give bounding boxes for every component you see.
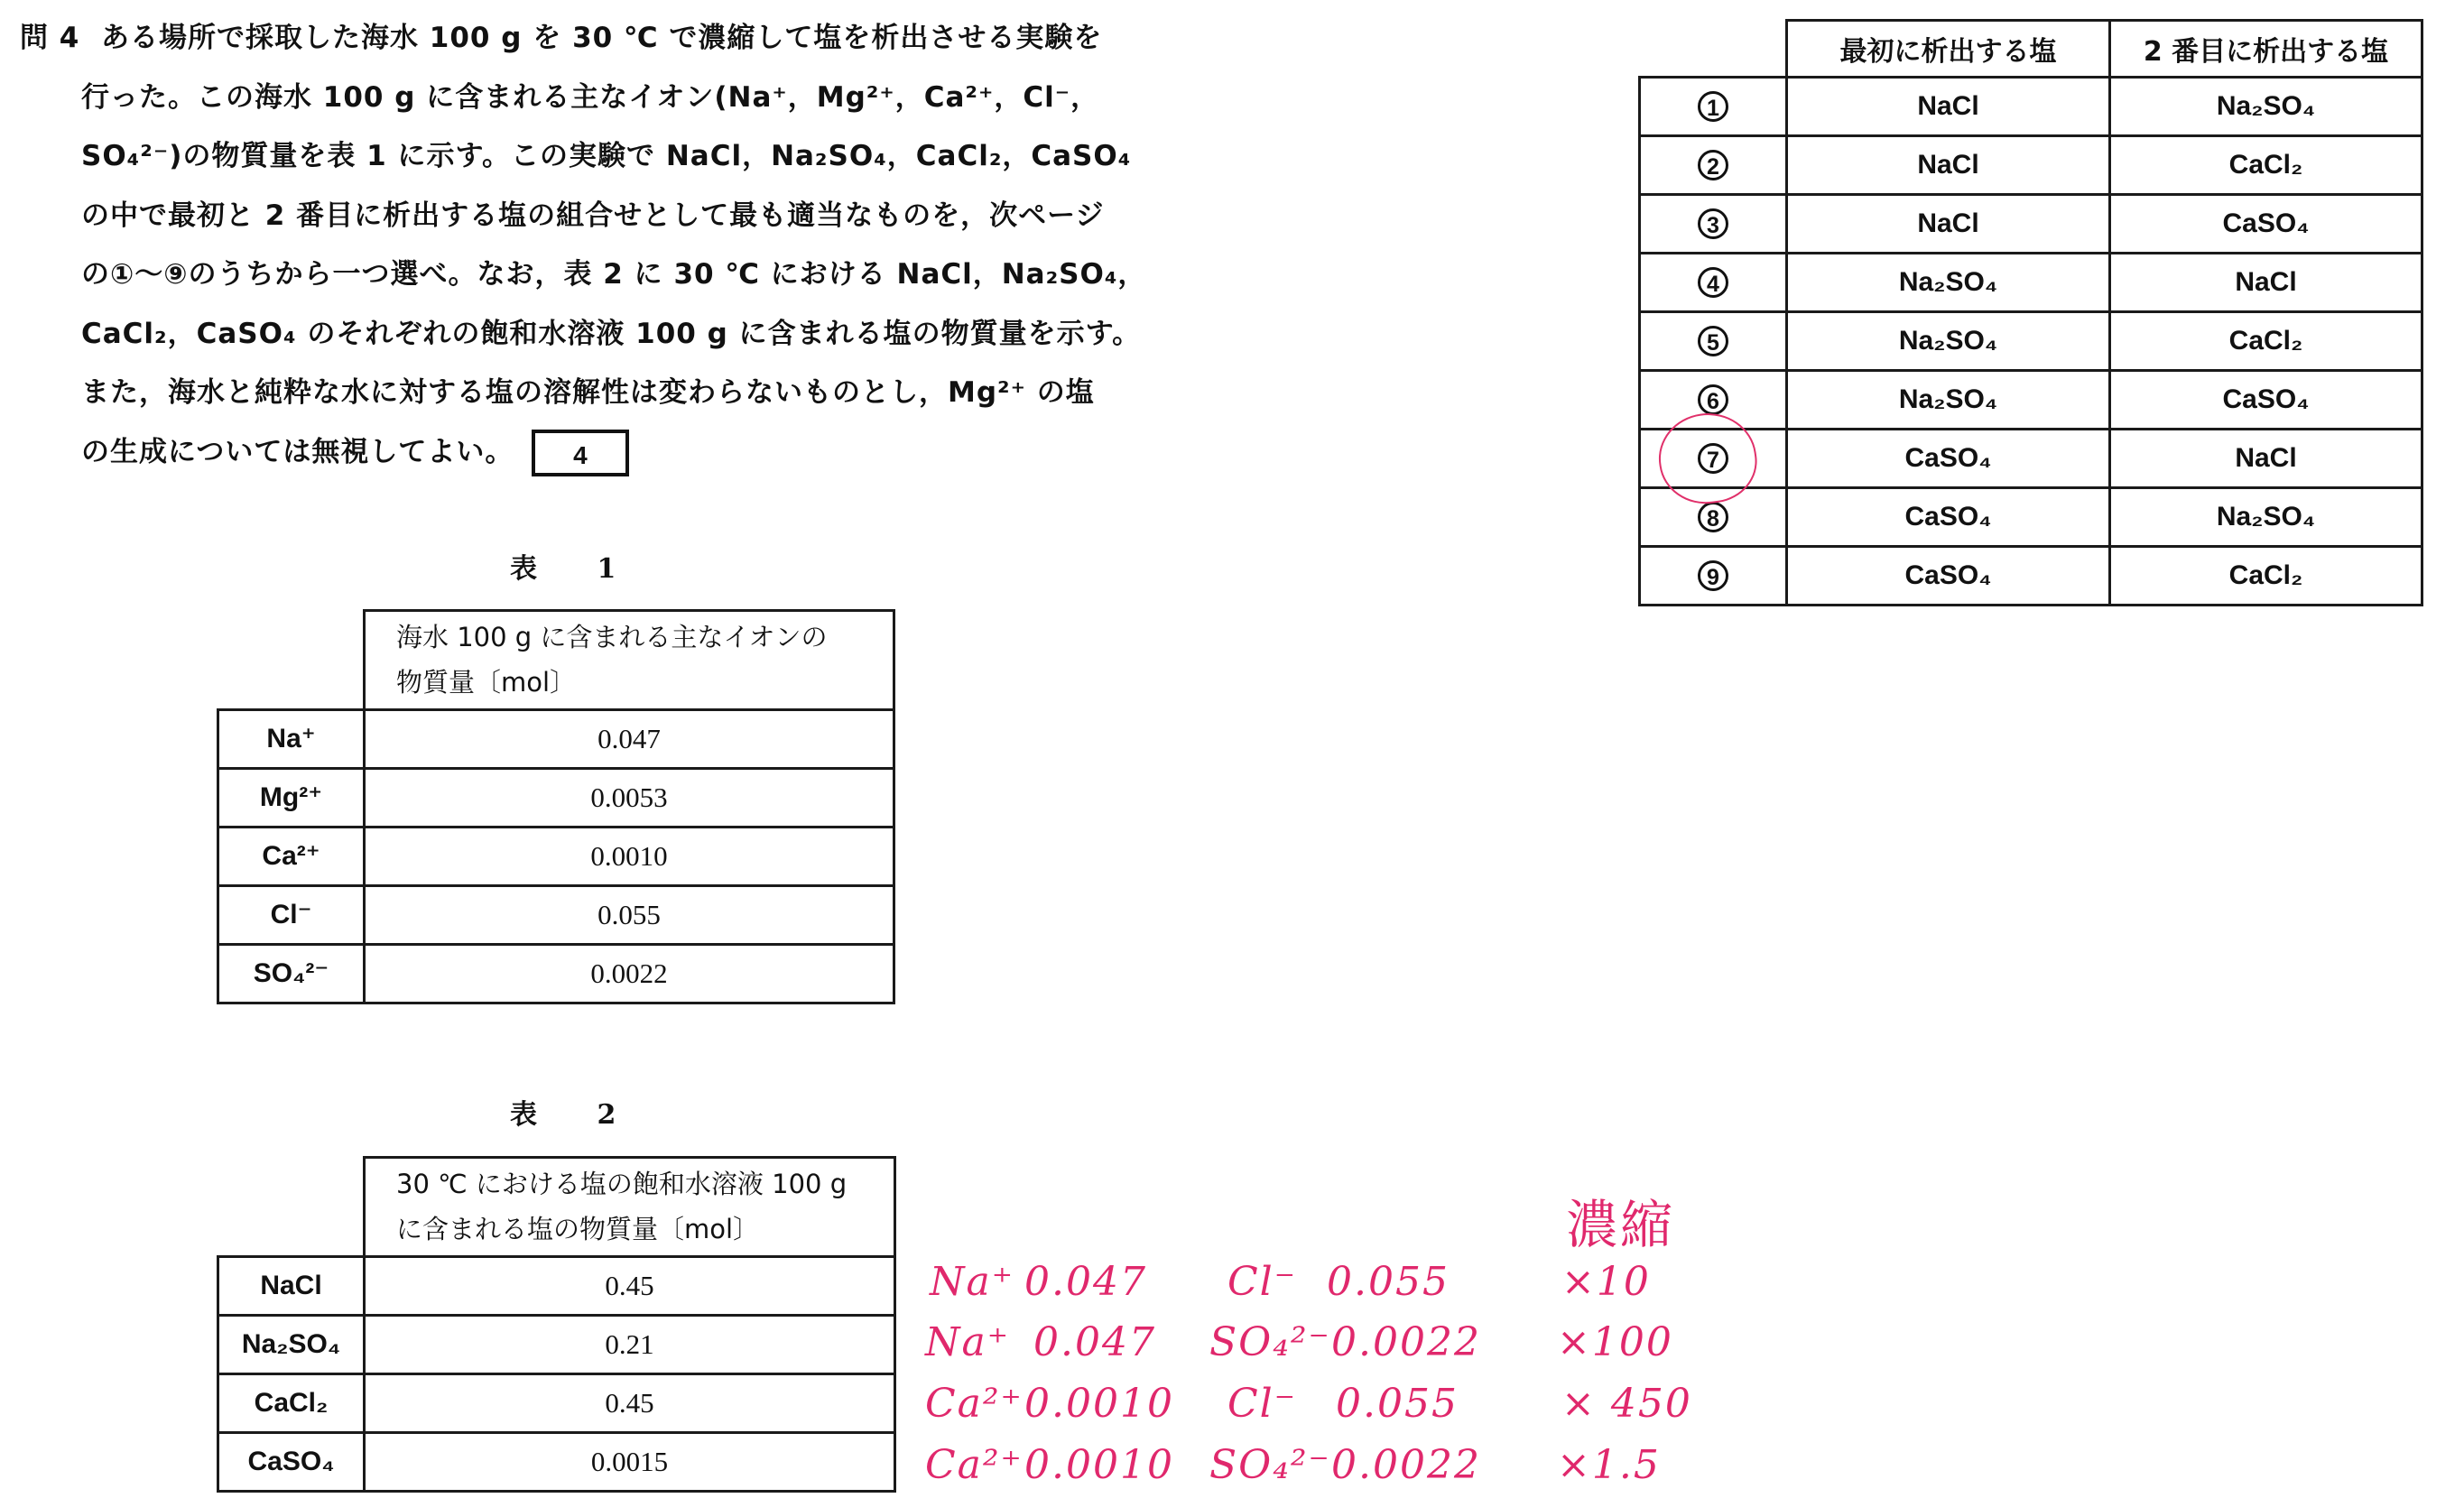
question-label: 問 4: [20, 22, 80, 54]
handwritten-heading: 濃縮: [1566, 1194, 1675, 1255]
note-anion-amount: 0.0022: [1331, 1442, 1481, 1488]
question-line-2: 行った。この海水 100 g に含まれる主なイオン(Na⁺，Mg²⁺，Ca²⁺，Cl⁻，: [81, 80, 1100, 114]
note-factor: ×100: [1557, 1319, 1673, 1365]
table-row: Cl⁻ 0.055: [218, 885, 894, 944]
table1-header: 海水 100 g に含まれる主なイオンの 物質量〔mol〕: [365, 611, 894, 710]
question-line-4: の中で最初と 2 番目に析出する塩の組合せとして最も適当なものを，次ページ: [81, 199, 1105, 232]
table-row: CaSO₄ 0.0015: [218, 1432, 895, 1491]
table2-header-row: [218, 1158, 895, 1257]
header-second-salt: 2 番目に析出する塩: [2110, 21, 2422, 78]
question-line-1: 問 4 ある場所で採取した海水 100 g を 30 ℃ で濃縮して塩を析出させる実験を: [20, 9, 1139, 69]
note-anion: SO₄²⁻: [1209, 1319, 1331, 1365]
choice-number[interactable]: 7: [1698, 443, 1728, 474]
choice-number[interactable]: 8: [1698, 502, 1728, 532]
choice-row[interactable]: 5 Na₂SO₄ CaCl₂: [1640, 312, 2422, 371]
question-line-8: の生成については無視してよい。 4: [20, 423, 1139, 483]
question-text: [20, 9, 1147, 482]
note-cation-amount: 0.047: [1024, 1259, 1147, 1305]
question-line-6: CaCl₂，CaSO₄ のそれぞれの飽和水溶液 100 g に含まれる塩の物質量を示す。: [81, 317, 1142, 350]
table-row: CaCl₂ 0.45: [218, 1373, 895, 1432]
choice-number[interactable]: 5: [1698, 326, 1728, 356]
table1-header-row: [218, 611, 894, 710]
note-cation-amount: 0.0010: [1024, 1442, 1174, 1488]
choice-number[interactable]: 1: [1698, 91, 1728, 122]
note-anion-amount: 0.0022: [1331, 1319, 1481, 1365]
question-line-3: SO₄²⁻)の物質量を表 1 に示す。この実験で NaCl，Na₂SO₄，CaCl₂，CaSO₄: [81, 140, 1132, 172]
table-row: Na⁺ 0.047: [218, 709, 894, 768]
table-row: Ca²⁺ 0.0010: [218, 827, 894, 885]
note-cation-amount: 0.047: [1033, 1319, 1156, 1365]
note-cation: Ca²⁺: [925, 1381, 1024, 1427]
choice-number[interactable]: 6: [1698, 384, 1728, 415]
choice-row[interactable]: 3 NaCl CaSO₄: [1640, 195, 2422, 254]
note-cation: Na⁺: [925, 1319, 1010, 1365]
note-factor: ×1.5: [1557, 1442, 1661, 1488]
note-cation: Ca²⁺: [925, 1442, 1024, 1488]
choice-row[interactable]: 2 NaCl CaCl₂: [1640, 136, 2422, 195]
note-anion: Cl⁻: [1227, 1259, 1297, 1305]
header-first-salt: 最初に析出する塩: [1787, 21, 2110, 78]
answer-box[interactable]: 4: [532, 430, 629, 476]
question-line-7: また，海水と純粋な水に対する塩の溶解性は変わらないものとし，Mg²⁺ の塩: [81, 376, 1095, 409]
choice-number[interactable]: 2: [1698, 150, 1728, 180]
choice-number[interactable]: 4: [1698, 267, 1728, 298]
choice-row-selected[interactable]: 7 CaSO₄ NaCl: [1640, 430, 2422, 488]
choices-table: [1638, 19, 2423, 606]
choice-row[interactable]: 6 Na₂SO₄ CaSO₄: [1640, 371, 2422, 430]
choices-header-row: [1640, 21, 2422, 78]
note-factor: ×10: [1561, 1259, 1651, 1305]
choice-number[interactable]: 9: [1698, 560, 1728, 591]
table2-saturated-amounts: [217, 1156, 896, 1493]
table2-header: 30 ℃ における塩の飽和水溶液 100 g に含まれる塩の物質量〔mol〕: [365, 1158, 895, 1257]
table-row: Mg²⁺ 0.0053: [218, 768, 894, 827]
table-row: Na₂SO₄ 0.21: [218, 1315, 895, 1373]
table1-caption: 表 1: [510, 553, 642, 585]
choice-number[interactable]: 3: [1698, 208, 1728, 239]
note-anion: SO₄²⁻: [1209, 1442, 1331, 1488]
table-row: NaCl 0.45: [218, 1256, 895, 1315]
question-line-5: の①～⑨のうちから一つ選べ。なお，表 2 に 30 ℃ における NaCl，Na₂SO₄，: [81, 258, 1147, 291]
note-cation-amount: 0.0010: [1024, 1381, 1174, 1427]
note-cation: Na⁺: [930, 1259, 1014, 1305]
note-anion: Cl⁻: [1227, 1381, 1297, 1427]
table1-ion-amounts: [217, 609, 895, 1004]
choice-row[interactable]: 9 CaSO₄ CaCl₂: [1640, 547, 2422, 606]
choice-row[interactable]: 4 Na₂SO₄ NaCl: [1640, 254, 2422, 312]
note-factor: × 450: [1561, 1381, 1692, 1427]
table2-caption: 表 2: [510, 1099, 642, 1131]
choice-row[interactable]: 1 NaCl Na₂SO₄: [1640, 78, 2422, 136]
choice-row[interactable]: 8 CaSO₄ Na₂SO₄: [1640, 488, 2422, 547]
table-row: SO₄²⁻ 0.0022: [218, 944, 894, 1003]
note-anion-amount: 0.055: [1336, 1381, 1459, 1427]
note-anion-amount: 0.055: [1327, 1259, 1450, 1305]
